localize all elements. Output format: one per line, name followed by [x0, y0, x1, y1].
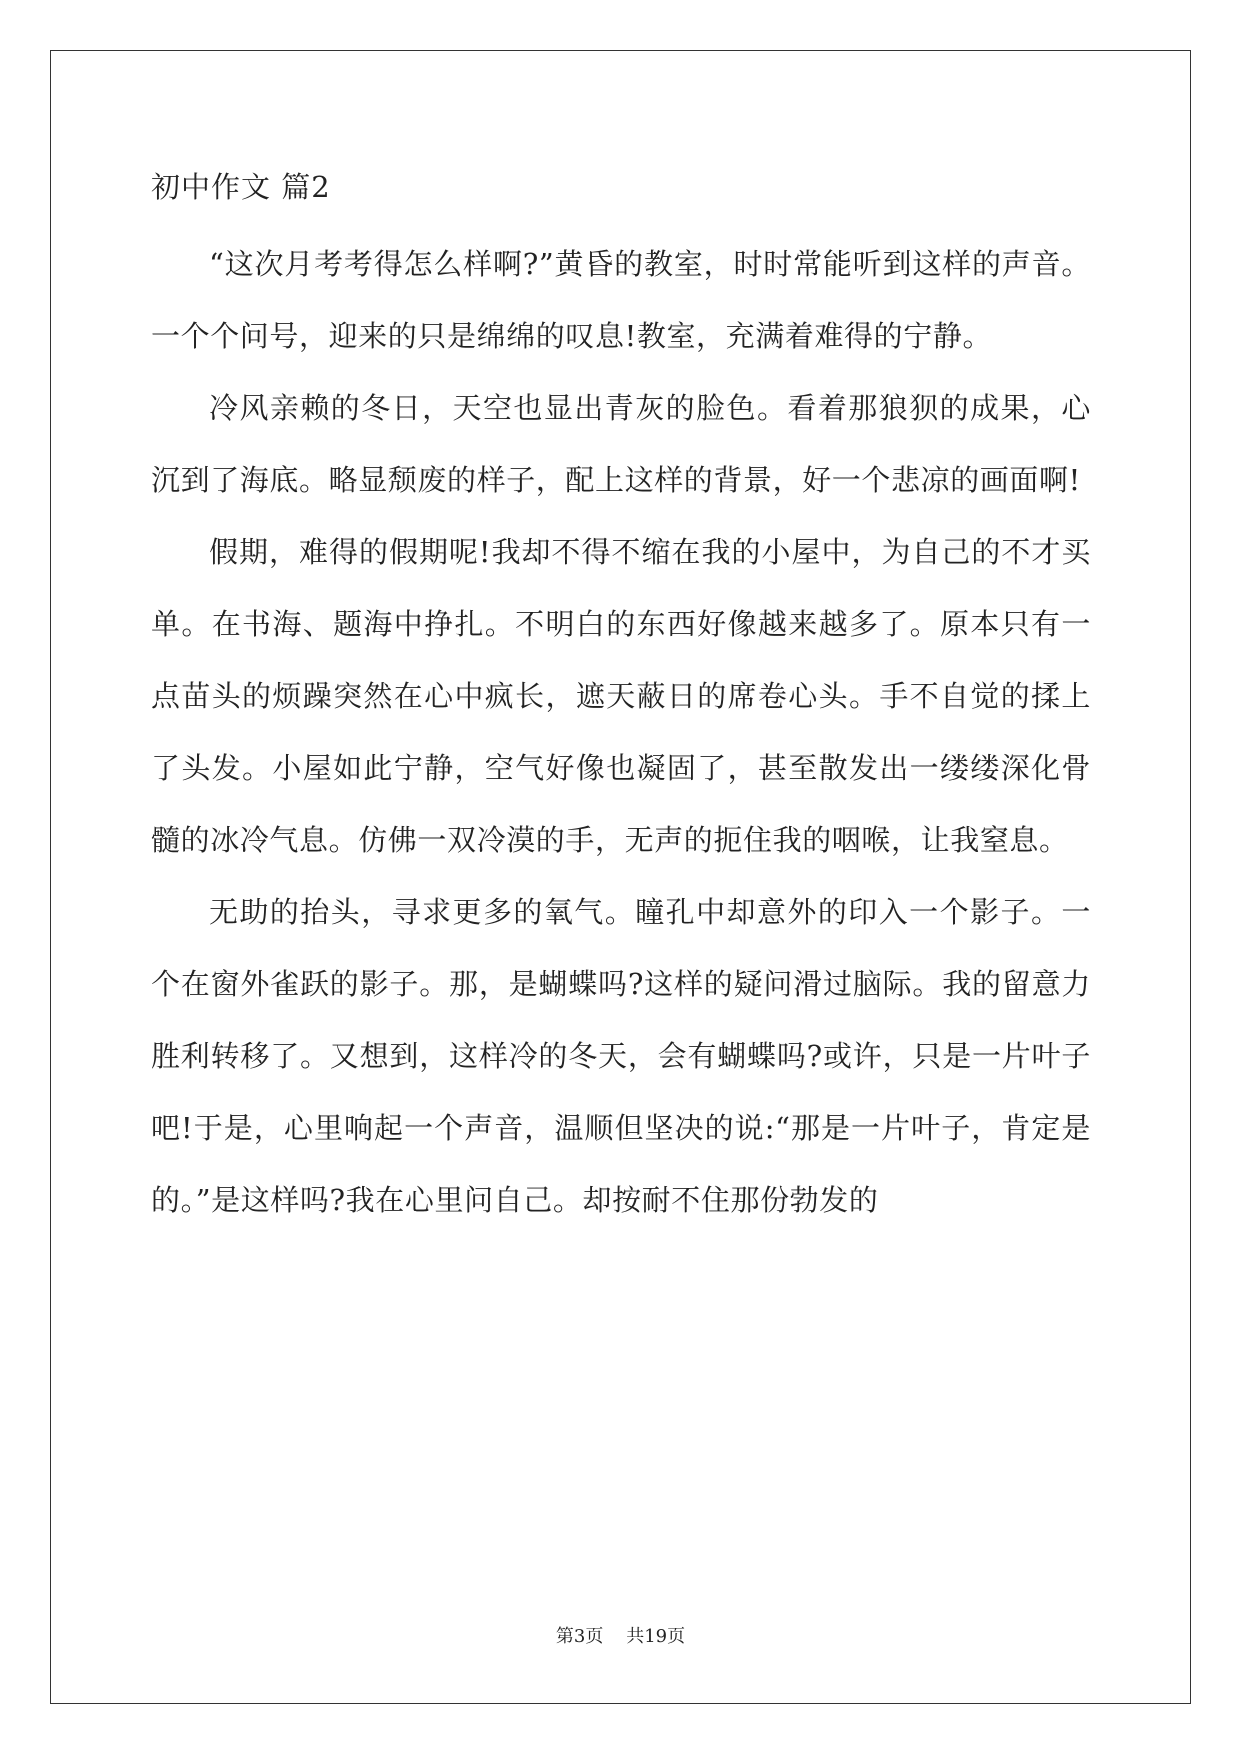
paragraph-4: 无助的抬头，寻求更多的氧气。瞳孔中却意外的印入一个影子。一个在窗外雀跃的影子。那，是蝴蝶吗?这样的疑问滑过脑际。我的留意力胜利转移了。又想到，这样冷的冬天，会有蝴蝶吗?或许，只是一片叶子吧!于是，心里响起一个声音，温顺但坚决的说:“那是一片叶子，肯定是的。”是这样吗?我在心里问自己。却按耐不住那份勃发的	[151, 895, 1091, 1217]
paragraph-1: “这次月考考得怎么样啊?”黄昏的教室，时时常能听到这样的声音。一个个问号，迎来的只是绵绵的叹息!教室，充满着难得的宁静。	[151, 247, 1091, 353]
document-body	[151, 146, 1091, 1236]
paragraph-2: 冷风亲赖的冬日，天空也显出青灰的脸色。看着那狼狈的成果，心沉到了海底。略显颓废的样子，配上这样的背景，好一个悲凉的画面啊!	[151, 391, 1091, 497]
document-heading: 初中作文 篇2	[151, 170, 331, 204]
page-number-footer: 第3页 共19页	[555, 1626, 686, 1647]
paragraph-3: 假期，难得的假期呢!我却不得不缩在我的小屋中，为自己的不才买单。在书海、题海中挣扎。不明白的东西好像越来越多了。原本只有一点苗头的烦躁突然在心中疯长，遮天蔽日的席卷心头。手不自觉的揉上了头发。小屋如此宁静，空气好像也凝固了，甚至散发出一缕缕深化骨髓的冰冷气息。仿佛一双冷漠的手，无声的扼住我的咽喉，让我窒息。	[151, 535, 1091, 857]
